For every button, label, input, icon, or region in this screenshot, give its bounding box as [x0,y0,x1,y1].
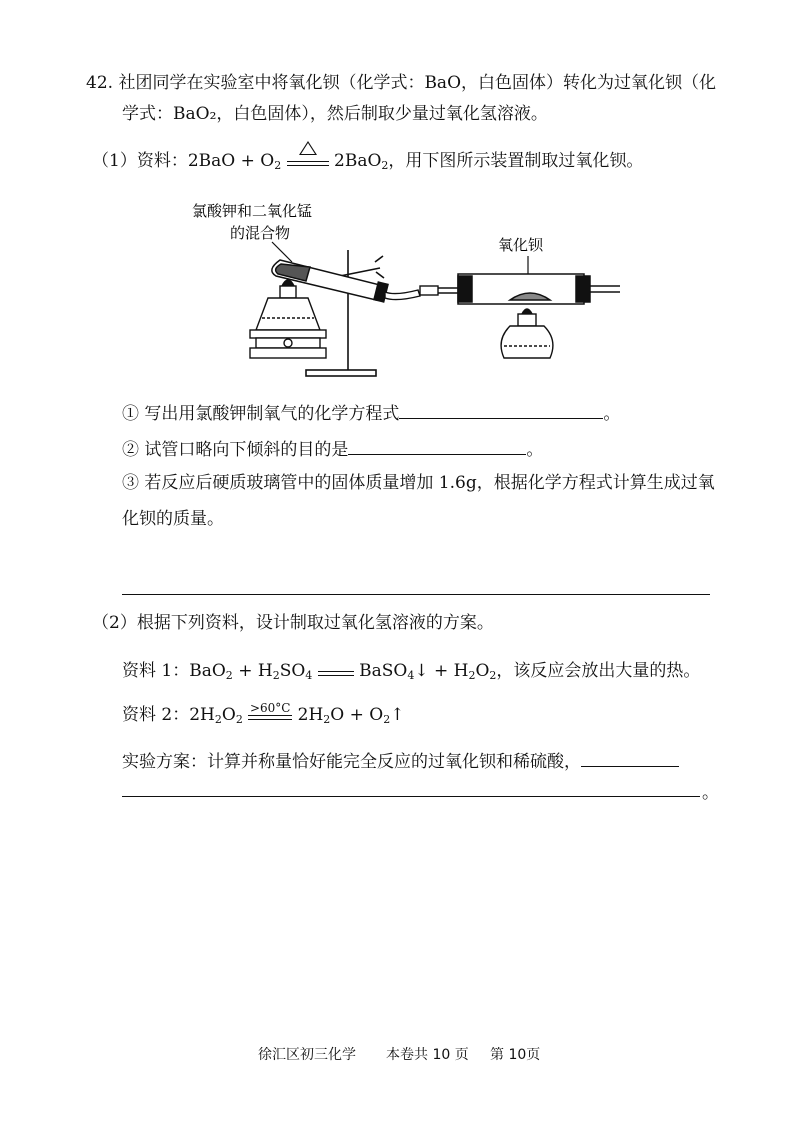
gas-arrow: ↑ [390,705,405,725]
eq-left: 2BaO + O [187,151,275,171]
label-mixture-line1: 氯酸钾和二氧化锰 [192,202,313,220]
footer-page-number: 第 10页 [490,1047,541,1063]
answer-line-calculation[interactable] [122,594,710,595]
answer-blank-2[interactable] [348,436,526,455]
delivery-tube [385,286,458,300]
data1-h2: ↓ + H [414,661,469,681]
plan-text: 实验方案：计算并称量恰好能完全反应的过氧化钡和稀硫酸， [122,752,581,772]
eq-left-sub: 2 [274,159,282,172]
sub: 4 [407,669,415,682]
part2-title: （2）根据下列资料，设计制取过氧化氢溶液的方案。 [92,613,494,633]
left-alcohol-lamp [250,280,326,358]
sub: 2 [468,669,476,682]
subquestion-1-end: 。 [603,404,621,424]
subquestion-1-text: 写出用氯酸钾制氧气的化学方程式 [144,404,400,424]
question-42-line1: 42. 社团同学在实验室中将氧化钡（化学式：BaO，白色固体）转化为过氧化钡（化 [86,73,717,93]
data2-prefix: 资料 2：2H [122,705,215,725]
sub: 2 [272,669,280,682]
data1-baso: BaSO [359,661,408,681]
answer-blank-1[interactable] [399,400,603,419]
sub: 2 [235,713,243,726]
sub: 2 [225,669,233,682]
experiment-plan [122,748,679,773]
data-2 [122,700,405,731]
sub: 2 [323,713,331,726]
equals-sign [318,661,354,683]
data2-2h: 2H [297,705,324,725]
subquestion-2 [122,436,543,461]
data1-o: O [475,661,490,681]
sub: 2 [214,713,222,726]
data1-prefix: 资料 1：BaO [122,661,226,681]
data1-suffix: ，该反应会放出大量的热。 [496,661,701,681]
label-mixture-line2: 的混合物 [230,224,291,242]
apparatus-figure [180,190,630,390]
temperature-condition: >60°C [249,700,291,715]
footer-total-pages: 本卷共 10 页 [386,1047,469,1063]
subquestion-3-line2: 化钡的质量。 [122,509,224,529]
part1-suffix: ，用下图所示装置制取过氧化钡。 [388,151,644,171]
footer-district: 徐汇区初三化学 [258,1047,356,1063]
sub: 2 [489,669,497,682]
data-1 [122,660,700,687]
data2-o-o: O + O [330,705,384,725]
part1-prefix: （1）资料： [92,151,188,171]
question-42-line2: 学式：BaO₂，白色固体），然后制取少量过氧化氢溶液。 [122,104,548,124]
data1-h: + H [232,661,273,681]
subquestion-2-end: 。 [526,440,544,460]
subquestion-3-number: ③ [122,473,139,493]
sub: 4 [305,669,313,682]
condition-equals-sign [248,700,292,727]
subquestion-3-line1 [122,472,715,494]
sub: 2 [383,713,391,726]
right-alcohol-lamp [501,309,553,358]
hard-glass-tube [458,274,620,304]
subquestion-3-text1: 若反应后硬质玻璃管中的固体质量增加 1.6g，根据化学方程式计算生成过氧 [144,473,715,493]
label-barium-oxide: 氧化钡 [498,236,544,254]
eq-right-sub: 2 [381,159,389,172]
answer-blank-plan-1[interactable] [581,748,679,767]
heat-triangle-icon [299,141,317,155]
data2-o: O [221,705,236,725]
data1-so: SO [279,661,306,681]
part1-statement [92,150,643,177]
answer-line-plan[interactable] [122,796,700,797]
plan-end: 。 [702,783,719,803]
subquestion-1-number: ① [122,404,139,424]
subquestion-2-text: 试管口略向下倾斜的目的是 [144,440,349,460]
eq-right: 2BaO [334,151,382,171]
subquestion-2-number: ② [122,440,139,460]
subquestion-1 [122,400,620,425]
heat-equals-sign [287,151,329,173]
